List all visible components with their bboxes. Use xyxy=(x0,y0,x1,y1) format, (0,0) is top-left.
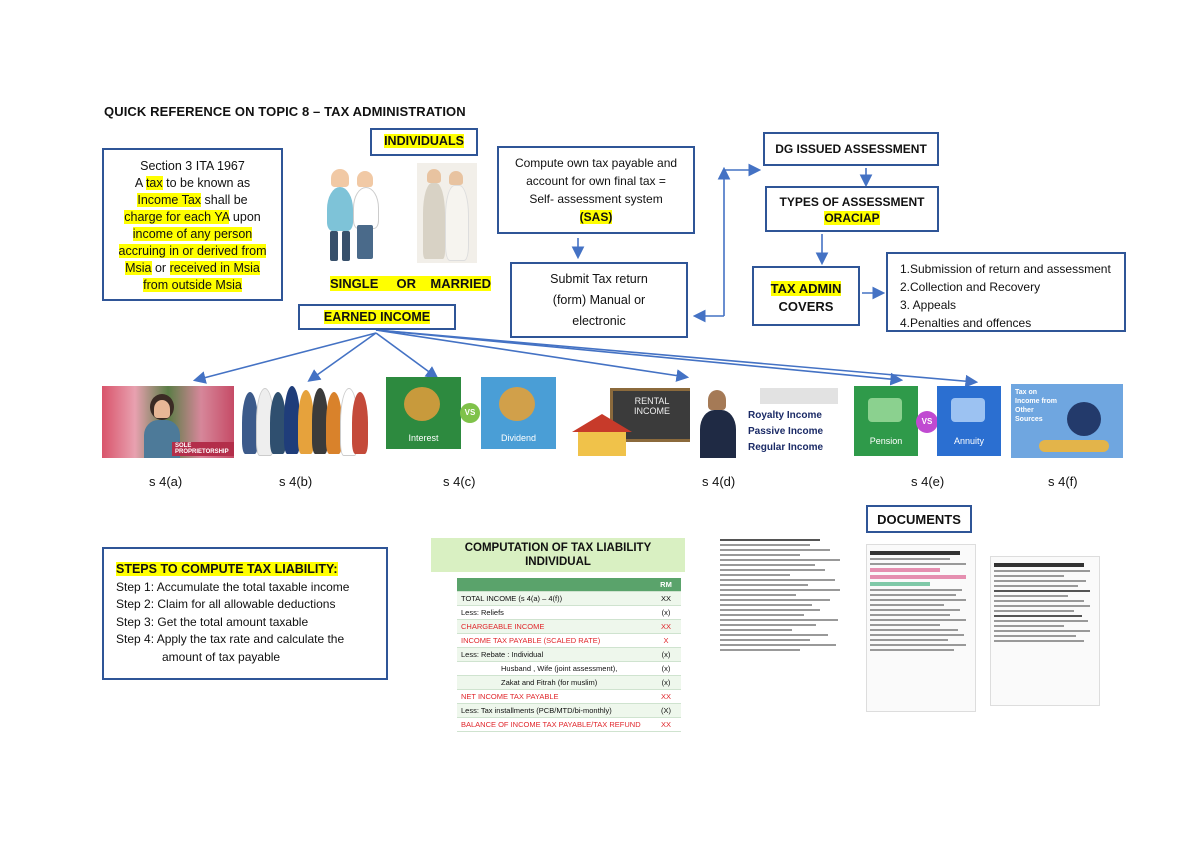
section3-line5: income of any person xyxy=(132,227,253,241)
computation-row xyxy=(457,690,681,704)
step-4-cont: amount of tax payable xyxy=(162,649,281,664)
royalty-income-text: Royalty Income xyxy=(748,410,822,421)
computation-row xyxy=(457,676,681,690)
computation-row-value: XX xyxy=(660,720,671,729)
documents-box xyxy=(866,505,972,533)
annuity-label: Annuity xyxy=(953,436,985,446)
step-4: Step 4: Apply the tax rate and calculate the xyxy=(116,632,345,646)
types-line1: TYPES OF ASSESSMENT xyxy=(779,195,925,209)
individuals-box xyxy=(370,128,478,156)
individuals-label: INDIVIDUALS xyxy=(384,134,464,148)
royalty-income-image xyxy=(700,384,842,458)
interest-image xyxy=(386,377,461,449)
sas-line3: Self- assessment system xyxy=(529,192,663,206)
section-label-4b: s 4(b) xyxy=(279,474,313,489)
computation-row-label: Less: Rebate : Individual xyxy=(461,650,544,659)
computation-row xyxy=(457,704,681,718)
computation-row-label: Husband , Wife (joint assessment), xyxy=(501,664,618,673)
section3-line4: charge for each YA upon xyxy=(124,210,261,224)
computation-row-label: BALANCE OF INCOME TAX PAYABLE/TAX REFUND xyxy=(461,720,641,729)
single-person-image xyxy=(313,163,393,263)
pension-label: Pension xyxy=(869,436,903,446)
computation-header: RM xyxy=(457,578,681,592)
vs-badge-2: VS xyxy=(916,411,938,433)
covers-item-3: 3. Appeals xyxy=(900,298,957,312)
computation-row-value: XX xyxy=(660,622,671,631)
computation-row-value: X xyxy=(663,636,669,645)
submit-line2: (form) Manual or xyxy=(552,293,646,307)
workers-image xyxy=(240,384,370,456)
computation-row-label: Zakat and Fitrah (for muslim) xyxy=(501,678,598,687)
single-married-label: SINGLE OR MARRIED xyxy=(330,276,492,291)
sas-box xyxy=(497,146,695,234)
rental-income-label: RENTAL INCOME xyxy=(634,396,670,416)
types-line2: ORACIAP xyxy=(824,211,880,225)
regular-income-text: Regular Income xyxy=(748,442,824,453)
computation-row-value: (x) xyxy=(661,678,671,687)
tax-form-document-1 xyxy=(866,544,976,712)
computation-row xyxy=(457,634,681,648)
computation-rows xyxy=(457,592,681,732)
section3-line8: from outside Msia xyxy=(143,278,242,292)
section-label-4d: s 4(d) xyxy=(702,474,736,489)
computation-row-label: INCOME TAX PAYABLE (SCALED RATE) xyxy=(461,636,601,645)
documents-label: DOCUMENTS xyxy=(877,512,961,527)
section-label-4f: s 4(f) xyxy=(1048,474,1078,489)
tax-admin-line1: TAX ADMIN xyxy=(770,281,842,296)
other-sources-label: Tax on Income from Other Sources xyxy=(1015,389,1058,423)
dividend-label: Dividend xyxy=(500,433,537,443)
dg-label: DG ISSUED ASSESSMENT xyxy=(775,142,927,156)
computation-row-label: NET INCOME TAX PAYABLE xyxy=(461,692,559,701)
section3-line2: A tax to be known as xyxy=(134,176,251,190)
types-assessment-box xyxy=(765,186,939,232)
other-sources-image xyxy=(1011,384,1123,458)
computation-row xyxy=(457,592,681,606)
section3-line6: accruing in or derived from xyxy=(118,244,267,258)
vs-badge-1: VS xyxy=(460,403,480,423)
submit-line3: electronic xyxy=(572,314,626,328)
submit-return-box xyxy=(510,262,688,338)
tax-form-document-2 xyxy=(990,556,1100,706)
earned-income-box xyxy=(298,304,456,330)
section3-line3: Income Tax shall be xyxy=(137,193,248,207)
section3-line1: Section 3 ITA 1967 xyxy=(140,159,245,173)
sas-line4: (SAS) xyxy=(579,210,613,224)
computation-row-label: Less: Reliefs xyxy=(461,608,504,617)
earned-income-label: EARNED INCOME xyxy=(323,310,431,324)
step-2: Step 2: Claim for all allowable deductions xyxy=(116,597,336,611)
dg-assessment-box xyxy=(763,132,939,166)
computation-row-value: XX xyxy=(660,594,671,603)
annuity-image xyxy=(937,386,1001,456)
sole-proprietor-caption: SOLE PROPRIETORSHIP xyxy=(172,442,234,456)
steps-box xyxy=(102,547,388,680)
covers-item-2: 2.Collection and Recovery xyxy=(900,280,1041,294)
computation-row-label: Less: Tax installments (PCB/MTD/bi-monthly) xyxy=(461,706,612,715)
computation-row-value: (X) xyxy=(661,706,671,715)
computation-row-value: (x) xyxy=(661,650,671,659)
passive-income-text: Passive Income xyxy=(748,426,824,437)
computation-row-label: TOTAL INCOME (s 4(a) – 4(f)) xyxy=(461,594,563,603)
computation-row xyxy=(457,718,681,732)
computation-row xyxy=(457,662,681,676)
page-title: QUICK REFERENCE ON TOPIC 8 – TAX ADMINISTRATION xyxy=(104,104,466,119)
computation-row-value: (x) xyxy=(661,664,671,673)
dividend-image xyxy=(481,377,556,449)
pension-image xyxy=(854,386,918,456)
computation-row xyxy=(457,620,681,634)
computation-row xyxy=(457,648,681,662)
sas-line2: account for own final tax = xyxy=(526,174,666,188)
section-label-4c: s 4(c) xyxy=(443,474,476,489)
section-label-4e: s 4(e) xyxy=(911,474,945,489)
section3-line7: Msia or received in Msia xyxy=(125,261,260,275)
covers-list-box xyxy=(886,252,1126,332)
rental-income-image xyxy=(572,384,690,458)
tax-admin-line2: COVERS xyxy=(778,299,834,314)
step-1: Step 1: Accumulate the total taxable income xyxy=(116,579,350,594)
steps-heading: STEPS TO COMPUTE TAX LIABILITY: xyxy=(116,562,338,576)
section-label-4a: s 4(a) xyxy=(149,474,183,489)
computation-row xyxy=(457,606,681,620)
tax-admin-box xyxy=(752,266,860,326)
step-3: Step 3: Get the total amount taxable xyxy=(116,614,309,629)
sole-proprietor-image xyxy=(102,386,234,458)
computation-row-value: (x) xyxy=(661,608,671,617)
section3-box xyxy=(102,148,283,301)
computation-row-label: CHARGEABLE INCOME xyxy=(461,622,545,631)
covers-item-1: 1.Submission of return and assessment xyxy=(900,262,1111,276)
tax-statement-document xyxy=(720,536,850,712)
covers-item-4: 4.Penalties and offences xyxy=(900,316,1032,330)
married-couple-image xyxy=(417,163,477,263)
submit-line1: Submit Tax return xyxy=(550,272,648,286)
computation-panel xyxy=(431,538,685,729)
computation-row-value: XX xyxy=(660,692,671,701)
sas-line1: Compute own tax payable and xyxy=(514,156,678,170)
interest-label: Interest xyxy=(408,433,439,443)
computation-title: COMPUTATION OF TAX LIABILITY INDIVIDUAL xyxy=(431,538,685,572)
